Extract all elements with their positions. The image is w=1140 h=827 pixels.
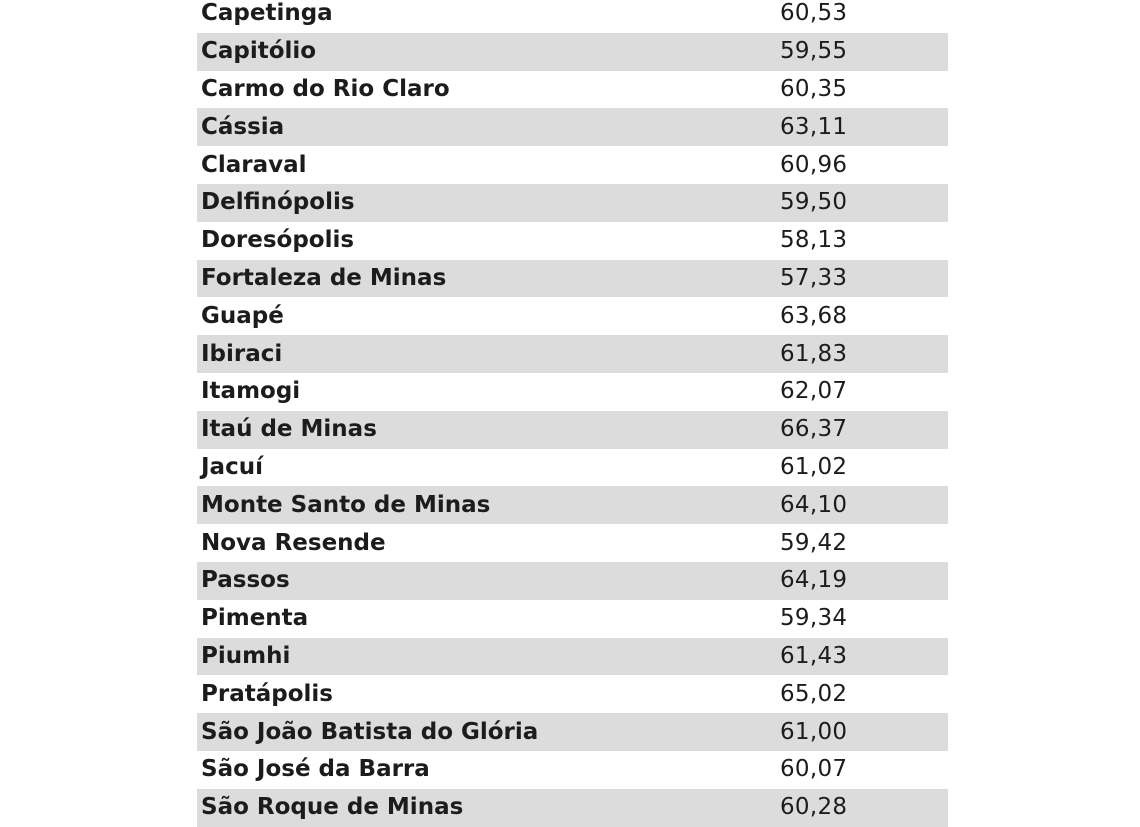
municipality-value: 61,00 (776, 713, 948, 751)
municipality-value: 60,96 (780, 151, 848, 178)
table-row (197, 524, 948, 562)
table-row (197, 108, 948, 146)
municipality-name: Piumhi (197, 638, 776, 676)
table-row (197, 600, 948, 638)
table-row (197, 33, 948, 71)
municipality-value: 64,19 (776, 562, 948, 600)
municipality-name: Itamogi (201, 378, 301, 405)
municipality-name: Fortaleza de Minas (197, 260, 776, 298)
municipality-value: 60,28 (776, 789, 948, 827)
municipality-name: Delfinópolis (197, 184, 776, 222)
municipality-value: 65,02 (780, 680, 848, 707)
table-row (197, 638, 948, 676)
municipality-name: Pimenta (201, 605, 309, 632)
municipality-name: Passos (197, 562, 776, 600)
table-row (197, 71, 948, 109)
municipality-value: 61,43 (776, 638, 948, 676)
table-row (197, 297, 948, 335)
municipality-name: Doresópolis (201, 227, 355, 254)
table-row (197, 260, 948, 298)
table-row (197, 335, 948, 373)
table-row (197, 449, 948, 487)
municipality-value: 58,13 (780, 227, 848, 254)
table-row (197, 0, 948, 33)
municipality-value: 61,02 (780, 453, 848, 480)
table-row (197, 562, 948, 600)
municipality-name: Capetinga (201, 0, 333, 27)
municipality-name: Pratápolis (201, 680, 333, 707)
municipality-name: Cássia (197, 108, 776, 146)
municipality-name: Guapé (201, 302, 284, 329)
municipality-name: Nova Resende (201, 529, 386, 556)
municipality-value: 60,07 (780, 756, 848, 783)
table-row (197, 713, 948, 751)
municipality-name: Ibiraci (197, 335, 776, 373)
table-row (197, 146, 948, 184)
municipality-value: 66,37 (776, 411, 948, 449)
municipality-value: 60,53 (780, 0, 848, 27)
table-row (197, 411, 948, 449)
municipality-value: 60,35 (780, 75, 848, 102)
municipality-name: Carmo do Rio Claro (201, 75, 450, 102)
municipality-value: 63,68 (780, 302, 848, 329)
municipality-value: 59,34 (780, 605, 848, 632)
municipality-name: Capitólio (197, 33, 776, 71)
municipality-name: Itaú de Minas (197, 411, 776, 449)
table-row (197, 675, 948, 713)
municipality-name: Monte Santo de Minas (197, 486, 776, 524)
municipality-name: Claraval (201, 151, 307, 178)
table-row (197, 789, 948, 827)
municipality-value: 62,07 (780, 378, 848, 405)
table-body (197, 0, 948, 827)
municipality-table (197, 0, 948, 827)
table-row (197, 751, 948, 789)
municipality-value: 59,50 (776, 184, 948, 222)
municipality-value: 57,33 (776, 260, 948, 298)
municipality-name: Jacuí (201, 453, 263, 480)
table-row (197, 222, 948, 260)
table-row (197, 184, 948, 222)
municipality-value: 61,83 (776, 335, 948, 373)
municipality-value: 63,11 (776, 108, 948, 146)
municipality-name: São Roque de Minas (197, 789, 776, 827)
table-row (197, 373, 948, 411)
table-row (197, 486, 948, 524)
municipality-name: São João Batista do Glória (197, 713, 776, 751)
municipality-value: 59,42 (780, 529, 848, 556)
municipality-name: São José da Barra (201, 756, 430, 783)
municipality-value: 59,55 (776, 33, 948, 71)
municipality-value: 64,10 (776, 486, 948, 524)
